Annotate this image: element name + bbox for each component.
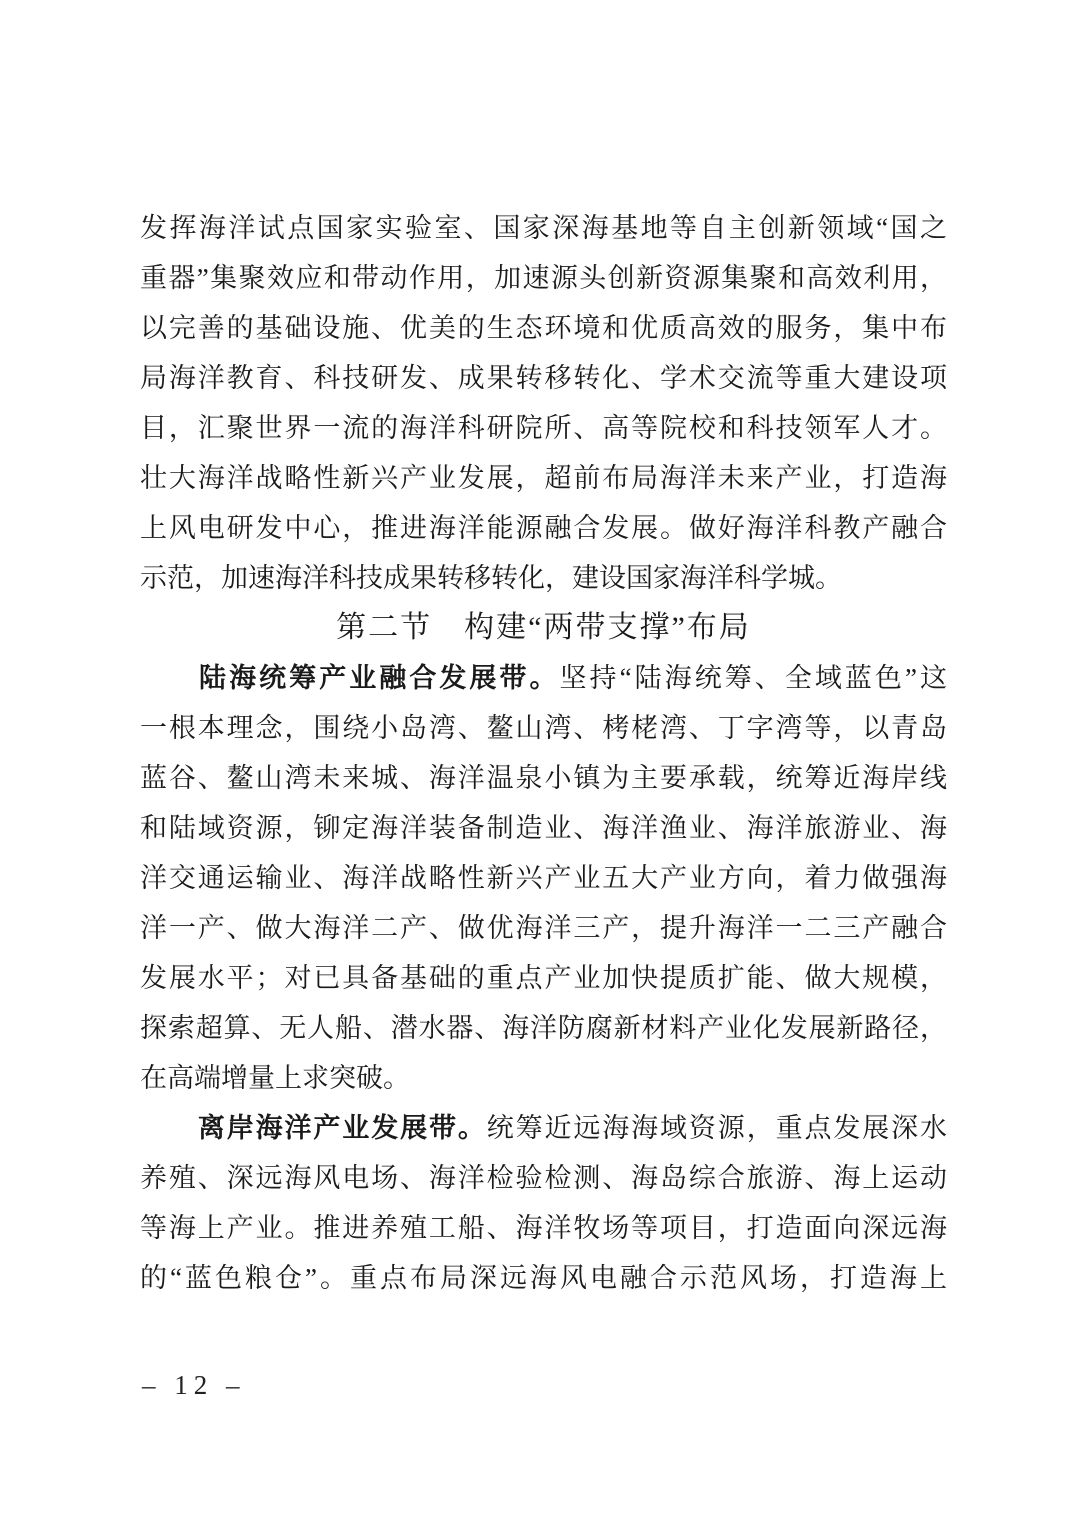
body-line: 养殖、深远海风电场、海洋检验检测、海岛综合旅游、海上运动 xyxy=(140,1163,947,1193)
body-line: 一根本理念，围绕小岛湾、鳌山湾、栲栳湾、丁字湾等，以青岛 xyxy=(140,713,947,743)
document-body xyxy=(140,203,947,1303)
body-line: 以完善的基础设施、优美的生态环境和优质高效的服务，集中布 xyxy=(140,313,947,343)
body-line: 和陆域资源，铆定海洋装备制造业、海洋渔业、海洋旅游业、海 xyxy=(140,813,947,843)
body-line: 上风电研发中心，推进海洋能源融合发展。做好海洋科教产融合 xyxy=(140,513,947,543)
body-text: 统筹近远海海域资源，重点发展深水 xyxy=(486,1113,948,1143)
body-line: 蓝谷、鳌山湾未来城、海洋温泉小镇为主要承载，统筹近海岸线 xyxy=(140,763,947,793)
body-line: 重器”集聚效应和带动作用，加速源头创新资源集聚和高效利用， xyxy=(140,263,947,293)
body-line xyxy=(140,1103,947,1153)
body-line xyxy=(140,653,947,703)
body-line: 发挥海洋试点国家实验室、国家深海基地等自主创新领域“国之 xyxy=(140,213,947,243)
body-line: 洋一产、做大海洋二产、做优海洋三产，提升海洋一二三产融合 xyxy=(140,913,947,943)
page-number: – 12 – xyxy=(142,1370,246,1400)
body-line: 壮大海洋战略性新兴产业发展，超前布局海洋未来产业，打造海 xyxy=(140,463,947,493)
body-line: 在高端增量上求突破。 xyxy=(140,1063,410,1093)
body-text: 坚持“陆海统筹、全域蓝色”这 xyxy=(559,663,947,693)
body-line: 示范，加速海洋科技成果转移转化，建设国家海洋科学城。 xyxy=(140,563,842,593)
body-line: 等海上产业。推进养殖工船、海洋牧场等项目，打造面向深远海 xyxy=(140,1213,947,1243)
section-heading: 第二节 构建“两带支撑”布局 xyxy=(336,611,751,644)
body-line: 探索超算、无人船、潜水器、海洋防腐新材料产业化发展新路径， xyxy=(140,1013,947,1043)
body-line: 发展水平；对已具备基础的重点产业加快提质扩能、做大规模， xyxy=(140,963,947,993)
body-line: 局海洋教育、科技研发、成果转移转化、学术交流等重大建设项 xyxy=(140,363,947,393)
body-line: 洋交通运输业、海洋战略性新兴产业五大产业方向，着力做强海 xyxy=(140,863,947,893)
paragraph-lead: 离岸海洋产业发展带。 xyxy=(196,1113,487,1143)
body-line: 的“蓝色粮仓”。重点布局深远海风电融合示范风场，打造海上 xyxy=(140,1263,947,1293)
paragraph-lead: 陆海统筹产业融合发展带。 xyxy=(196,663,560,693)
paragraph-indent xyxy=(140,1136,196,1137)
body-line: 目，汇聚世界一流的海洋科研院所、高等院校和科技领军人才。 xyxy=(140,413,947,443)
paragraph-indent xyxy=(140,686,196,687)
